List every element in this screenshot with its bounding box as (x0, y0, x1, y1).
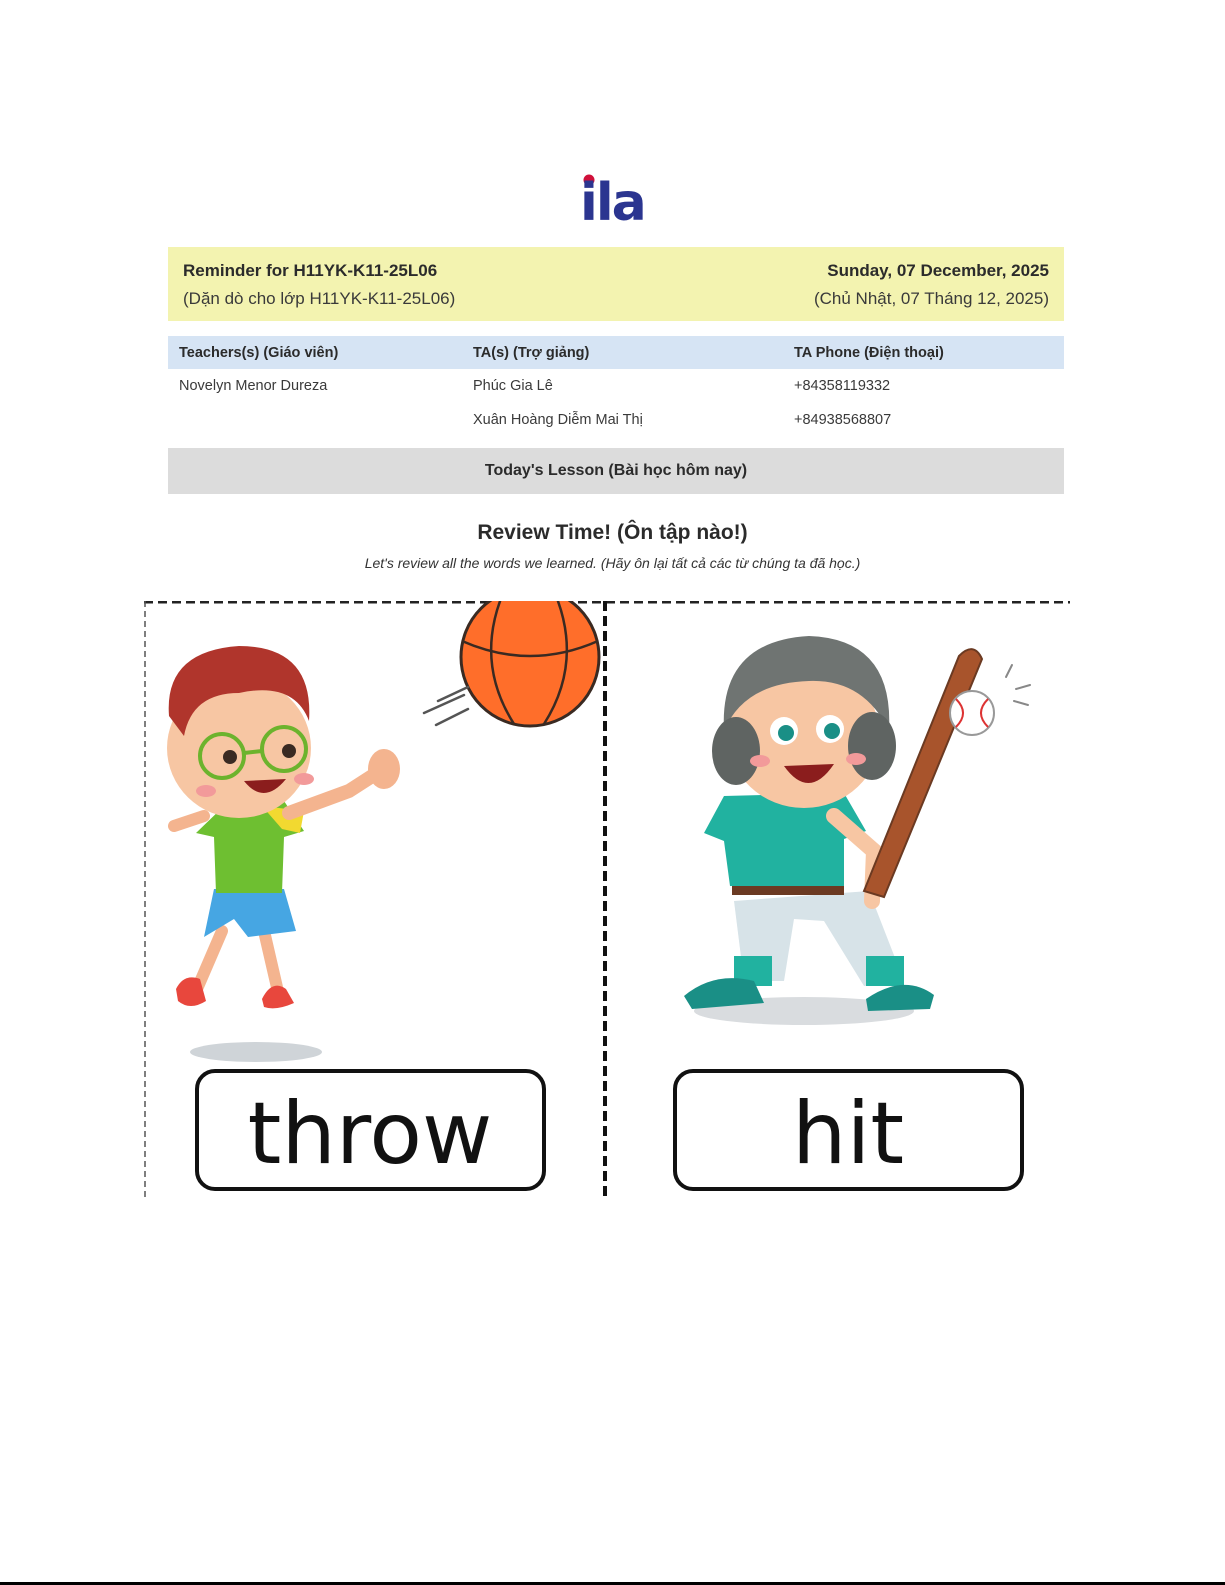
baseball-icon (950, 691, 994, 735)
reminder-subtitle: (Dặn dò cho lớp H11YK-K11-25L06) (183, 289, 456, 308)
tas-header: TA(s) (Trợ giảng) (462, 336, 783, 369)
ta-phone: +84938568807 (794, 412, 892, 428)
table-row (168, 403, 1064, 437)
teachers-header: Teachers(s) (Giáo viên) (168, 336, 462, 369)
ta-name: Xuân Hoàng Diễm Mai Thị (473, 412, 643, 428)
review-subtitle: Let's review all the words we learned. (Hãy ôn lại tất cả các từ chúng ta đã học.) (364, 555, 861, 571)
reminder-title: Reminder for H11YK-K11-25L06 (183, 261, 438, 280)
teacher-name: Novelyn Menor Dureza (179, 378, 328, 394)
ta-name: Phúc Gia Lê (473, 378, 553, 394)
basketball-icon (461, 601, 599, 726)
review-title: Review Time! (Ôn tập nào!) (477, 521, 748, 544)
staff-table (168, 336, 1064, 437)
boy-batting-illustration (684, 636, 1030, 1025)
staff-table-header (168, 336, 1064, 369)
boy-throwing-illustration (167, 601, 599, 1062)
ila-logo-mark (578, 168, 648, 228)
todays-lesson-bar: Today's Lesson (Bài học hôm nay) (168, 448, 1064, 494)
reminder-date-vi: (Chủ Nhật, 07 Tháng 12, 2025) (813, 289, 1049, 308)
reminder-date: Sunday, 07 December, 2025 (827, 261, 1049, 280)
word-hit: hit (791, 1084, 905, 1184)
word-throw: throw (247, 1084, 493, 1184)
teacher-name (168, 403, 462, 437)
ta-phone-header: TA Phone (Điện thoại) (783, 336, 1064, 369)
flashcards (144, 601, 1081, 1201)
ta-phone: +84358119332 (794, 378, 891, 394)
reminder-banner (168, 247, 1064, 321)
motion-lines-icon (424, 687, 468, 725)
logo-letters: ila (579, 173, 645, 228)
table-row (168, 369, 1064, 403)
ila-logo (0, 168, 1225, 228)
